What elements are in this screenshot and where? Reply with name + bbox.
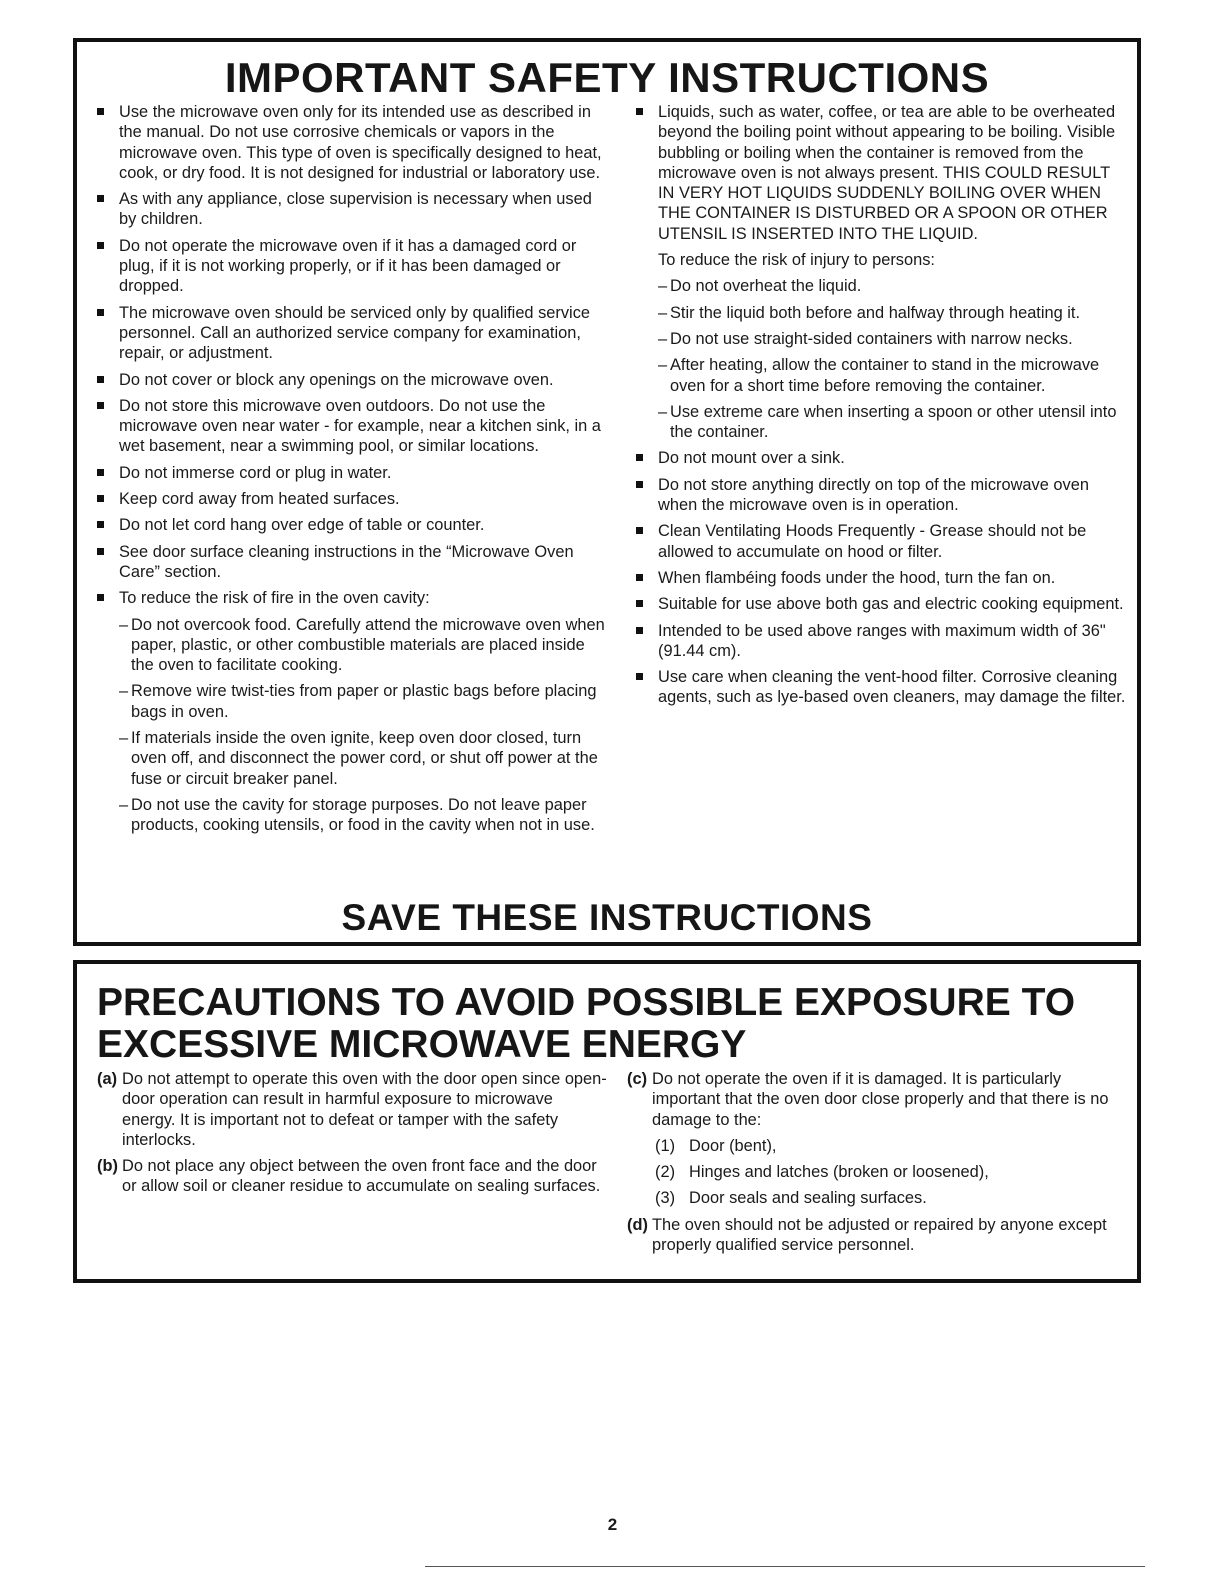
safety-item: Use care when cleaning the vent-hood filter. Corrosive cleaning agents, such as lye-based oven cleaners, may damage the filter.: [626, 667, 1126, 708]
safety-item: When flambéing foods under the hood, turn the fan on.: [626, 568, 1126, 588]
precautions-left-column: [97, 1069, 607, 1203]
liquids-subitem: – Use extreme care when inserting a spoon or other utensil into the container.: [658, 402, 1117, 442]
save-instructions-title: SAVE THESE INSTRUCTIONS: [341, 897, 873, 938]
safety-title: IMPORTANT SAFETY INSTRUCTIONS: [224, 54, 990, 101]
liquids-subitem: – Do not overheat the liquid.: [658, 277, 862, 296]
precautions-right-column: [627, 1069, 1127, 1261]
safety-item: Do not mount over a sink.: [626, 448, 1126, 468]
precaution-item: (c) Do not operate the oven if it is damaged. It is particularly important that the oven door close properly and that there is no damage to the:: [627, 1070, 1109, 1129]
precaution-label: (d): [627, 1215, 648, 1234]
precautions-box: [73, 960, 1141, 1283]
damage-list-label: (2): [655, 1163, 676, 1182]
dash-mark: –: [119, 795, 129, 814]
safety-right-column: [626, 102, 1126, 714]
bullet-square-icon: [97, 376, 104, 383]
precautions-title-line: EXCESSIVE MICROWAVE ENERGY: [97, 1023, 747, 1066]
dash-mark: –: [658, 329, 668, 348]
safety-item: Do not store this microwave oven outdoors. Do not use the microwave oven near water - for example, near a kitchen sink, in a wet basement, near a swimming pool, or similar locations.: [87, 396, 612, 457]
precaution-label: (a): [97, 1070, 118, 1088]
dash-mark: –: [119, 729, 129, 748]
liquids-subitem: – Stir the liquid both before and halfway through heating it.: [658, 303, 1081, 322]
safety-item: Use the microwave oven only for its intended use as described in the manual. Do not use corrosive chemicals or vapors in the microwave oven. This type of oven is specifically designed to heat, cook, or dry food. It is not designed for industrial or laboratory use.: [87, 102, 612, 183]
precaution-item: (b) Do not place any object between the oven front face and the door or allow soil or cleaner residue to accumulate on sealing surfaces.: [97, 1157, 601, 1196]
bullet-square-icon: [636, 574, 643, 581]
bullet-square-icon: [636, 108, 643, 115]
bullet-square-icon: [97, 242, 104, 249]
bullet-square-icon: [97, 195, 104, 202]
bullet-square-icon: [97, 495, 104, 502]
safety-instructions-box: [73, 38, 1141, 946]
dash-mark: –: [119, 682, 129, 701]
bullet-square-icon: [636, 454, 643, 461]
safety-item: Do not immerse cord or plug in water.: [87, 463, 612, 483]
damage-list-item: (2) Hinges and latches (broken or loosened),: [655, 1163, 989, 1182]
page-number: 2: [607, 1515, 618, 1534]
precaution-item: (a) Do not attempt to operate this oven with the door open since open-door operation can result in harmful exposure to microwave energy. It is important not to defeat or tamper with the safety interlocks.: [97, 1070, 607, 1149]
safety-item: Do not store anything directly on top of the microwave oven when the microwave oven is in operation.: [626, 475, 1126, 516]
damage-list-label: (1): [655, 1136, 676, 1155]
safety-item: As with any appliance, close supervision is necessary when used by children.: [87, 189, 612, 230]
fire-subitem: – Do not use the cavity for storage purposes. Do not leave paper products, cooking utensils, or food in the cavity when not in use.: [119, 795, 595, 835]
fire-subitem: – Remove wire twist-ties from paper or plastic bags before placing bags in oven.: [119, 682, 597, 721]
bullet-square-icon: [97, 402, 104, 409]
footer-rule: [425, 1566, 1145, 1567]
bullet-square-icon: [97, 548, 104, 555]
safety-item: To reduce the risk of fire in the oven cavity:: [87, 588, 612, 608]
liquids-intro: To reduce the risk of injury to persons:: [658, 251, 935, 270]
precautions-title-line: PRECAUTIONS TO AVOID POSSIBLE EXPOSURE TO: [97, 981, 1076, 1024]
damage-list-label: (3): [655, 1189, 676, 1208]
safety-left-column: [87, 102, 612, 842]
bullet-square-icon: [636, 481, 643, 488]
precautions-title: [97, 982, 1075, 1066]
safety-item: Do not let cord hang over edge of table or counter.: [87, 515, 612, 535]
precaution-label: (b): [97, 1157, 118, 1176]
bullet-square-icon: [636, 600, 643, 607]
safety-item: The microwave oven should be serviced only by qualified service personnel. Call an authorized service company for examination, repair, or adjustment.: [87, 303, 612, 364]
dash-mark: –: [658, 303, 668, 322]
safety-item: Do not cover or block any openings on the microwave oven.: [87, 370, 612, 390]
safety-item: See door surface cleaning instructions in the “Microwave Oven Care” section.: [87, 542, 612, 583]
bullet-square-icon: [97, 521, 104, 528]
dash-mark: –: [658, 402, 668, 421]
liquids-item: Liquids, such as water, coffee, or tea are able to be overheated beyond the boiling point without appearing to be boiling. Visible bubbling or boiling when the container is removed from the microwave oven is not always present. THIS COULD RESULT IN VERY HOT LIQUIDS SUDDENLY BOILING OVER WHEN THE CONTAINER IS DISTURBED OR A SPOON OR OTHER UTENSIL IS INSERTED INTO THE LIQUID.: [626, 102, 1126, 244]
safety-item: Suitable for use above both gas and electric cooking equipment.: [626, 594, 1126, 614]
damage-list-item: (1) Door (bent),: [655, 1136, 777, 1155]
bullet-square-icon: [97, 469, 104, 476]
fire-subitem: – If materials inside the oven ignite, keep oven door closed, turn oven off, and disconnect the power cord, or shut off power at the fuse or circuit breaker panel.: [119, 729, 598, 788]
damage-list-item: (3) Door seals and sealing surfaces.: [655, 1189, 927, 1208]
bullet-square-icon: [97, 108, 104, 115]
dash-mark: –: [658, 356, 668, 375]
liquids-subitem: – After heating, allow the container to stand in the microwave oven for a short time before removing the container.: [658, 356, 1100, 395]
bullet-square-icon: [97, 309, 104, 316]
bullet-square-icon: [636, 673, 643, 680]
precaution-label: (c): [627, 1070, 648, 1088]
safety-item: Clean Ventilating Hoods Frequently - Grease should not be allowed to accumulate on hood or filter.: [626, 521, 1126, 562]
dash-mark: –: [658, 277, 668, 296]
fire-subitem: – Do not overcook food. Carefully attend the microwave oven when paper, plastic, or other combustible materials are placed inside the oven to facilitate cooking.: [119, 615, 605, 675]
bullet-square-icon: [97, 594, 104, 601]
bullet-square-icon: [636, 627, 643, 634]
safety-item: Do not operate the microwave oven if it has a damaged cord or plug, if it is not working properly, or if it has been damaged or dropped.: [87, 236, 612, 297]
dash-mark: –: [119, 615, 129, 634]
bullet-square-icon: [636, 527, 643, 534]
precaution-item: (d) The oven should not be adjusted or repaired by anyone except properly qualified service personnel.: [627, 1215, 1107, 1255]
safety-item: Keep cord away from heated surfaces.: [87, 489, 612, 509]
liquids-subitem: – Do not use straight-sided containers with narrow necks.: [658, 329, 1073, 348]
safety-item: Intended to be used above ranges with maximum width of 36" (91.44 cm).: [626, 621, 1126, 662]
